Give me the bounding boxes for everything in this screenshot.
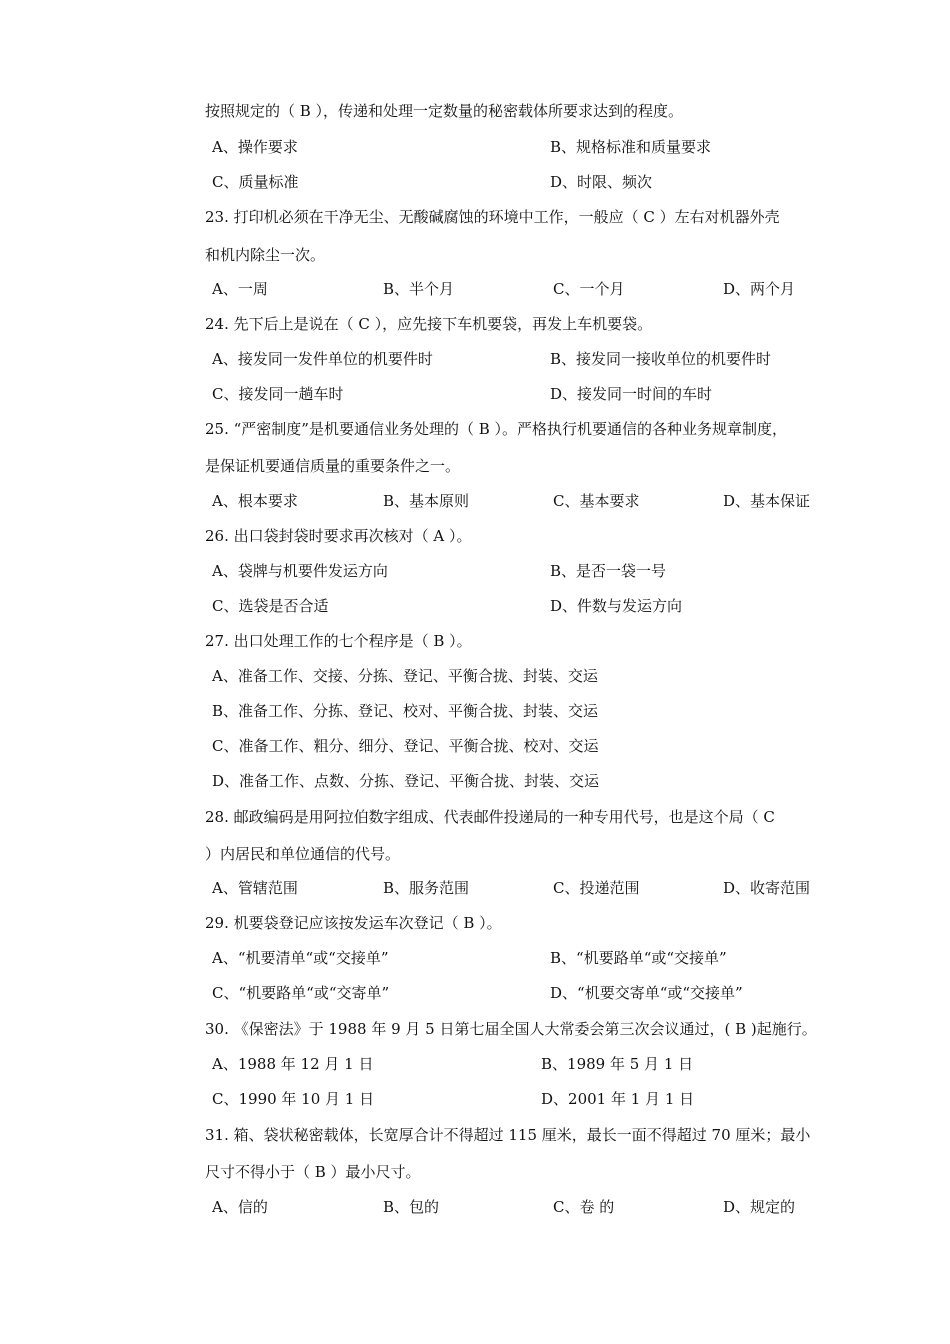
- question-28: 28. 邮政编码是用阿拉伯数字组成、代表邮件投递局的一种专用代号，也是这个局（ C: [205, 808, 775, 826]
- question-29: 29. 机要袋登记应该按发运车次登记（ B ）。: [205, 914, 502, 932]
- option-d: D、2001 年 1 月 1 日: [541, 1090, 695, 1108]
- option-c: C、质量标准: [212, 173, 299, 191]
- option-a: A、一周: [212, 280, 268, 298]
- option-d: D、接发同一时间的车时: [550, 385, 713, 403]
- option-b: B、“机要路单“或“交接单”: [550, 949, 727, 967]
- option-c: C、基本要求: [553, 492, 640, 510]
- question-23: 23. 打印机必须在干净无尘、无酸碱腐蚀的环境中工作，一般应（ C ）左右对机器外壳: [205, 208, 780, 226]
- option-d: D、“机要交寄单“或“交接单”: [550, 984, 743, 1002]
- option-b: B、准备工作、分拣、登记、校对、平衡合拢、封装、交运: [212, 702, 599, 720]
- option-b: B、包的: [383, 1198, 440, 1216]
- option-b: B、是否一袋一号: [550, 562, 667, 580]
- option-d: D、准备工作、点数、分拣、登记、平衡合拢、封装、交运: [212, 772, 600, 790]
- option-a: A、1988 年 12 月 1 日: [212, 1055, 374, 1073]
- question-30: 30. 《保密法》于 1988 年 9 月 5 日第七届全国人大常委会第三次会议通过，( B )起施行。: [205, 1020, 817, 1038]
- question-26: 26. 出口袋封袋时要求再次核对（ A ）。: [205, 527, 472, 545]
- option-d: D、规定的: [723, 1198, 796, 1216]
- option-c: C、选袋是否合适: [212, 597, 329, 615]
- question-25-cont: 是保证机要通信质量的重要条件之一。: [205, 457, 461, 475]
- question-25: 25. “严密制度”是机要通信业务处理的（ B ）。严格执行机要通信的各种业务规章制度，: [205, 420, 788, 438]
- option-a: A、准备工作、交接、分拣、登记、平衡合拢、封装、交运: [212, 667, 598, 685]
- option-b: B、服务范围: [383, 879, 470, 897]
- option-c: C、1990 年 10 月 1 日: [212, 1090, 375, 1108]
- option-c: C、“机要路单“或“交寄单”: [212, 984, 390, 1002]
- option-d: D、基本保证: [723, 492, 811, 510]
- option-a: A、接发同一发件单位的机要件时: [212, 350, 433, 368]
- option-b: B、1989 年 5 月 1 日: [541, 1055, 694, 1073]
- question-line: 按照规定的（ B ），传递和处理一定数量的秘密载体所要求达到的程度。: [205, 102, 684, 120]
- option-b: B、接发同一接收单位的机要件时: [550, 350, 772, 368]
- question-27: 27. 出口处理工作的七个程序是（ B ）。: [205, 632, 472, 650]
- option-c: C、一个月: [553, 280, 625, 298]
- option-c: C、投递范围: [553, 879, 640, 897]
- option-d: D、件数与发运方向: [550, 597, 683, 615]
- question-31: 31. 箱、袋状秘密载体，长宽厚合计不得超过 115 厘米，最长一面不得超过 70 厘米；最小: [205, 1126, 811, 1144]
- option-d: D、两个月: [723, 280, 796, 298]
- option-a: A、操作要求: [212, 138, 298, 156]
- question-28-cont: ）内居民和单位通信的代号。: [205, 845, 401, 863]
- option-b: B、规格标准和质量要求: [550, 138, 712, 156]
- option-c: C、接发同一趟车时: [212, 385, 344, 403]
- question-23-cont: 和机内除尘一次。: [205, 246, 326, 264]
- option-b: B、基本原则: [383, 492, 470, 510]
- option-d: D、时限、频次: [550, 173, 653, 191]
- option-a: A、管辖范围: [212, 879, 298, 897]
- question-31-cont: 尺寸不得小于（ B ）最小尺寸。: [205, 1163, 421, 1181]
- option-a: A、袋牌与机要件发运方向: [212, 562, 388, 580]
- option-a: A、根本要求: [212, 492, 298, 510]
- option-a: A、信的: [212, 1198, 268, 1216]
- option-b: B、半个月: [383, 280, 455, 298]
- question-24: 24. 先下后上是说在（ C ），应先接下车机要袋，再发上车机要袋。: [205, 315, 653, 333]
- option-c: C、卷 的: [553, 1198, 615, 1216]
- option-d: D、收寄范围: [723, 879, 811, 897]
- option-c: C、准备工作、粗分、细分、登记、平衡合拢、校对、交运: [212, 737, 599, 755]
- option-a: A、“机要清单“或“交接单”: [212, 949, 389, 967]
